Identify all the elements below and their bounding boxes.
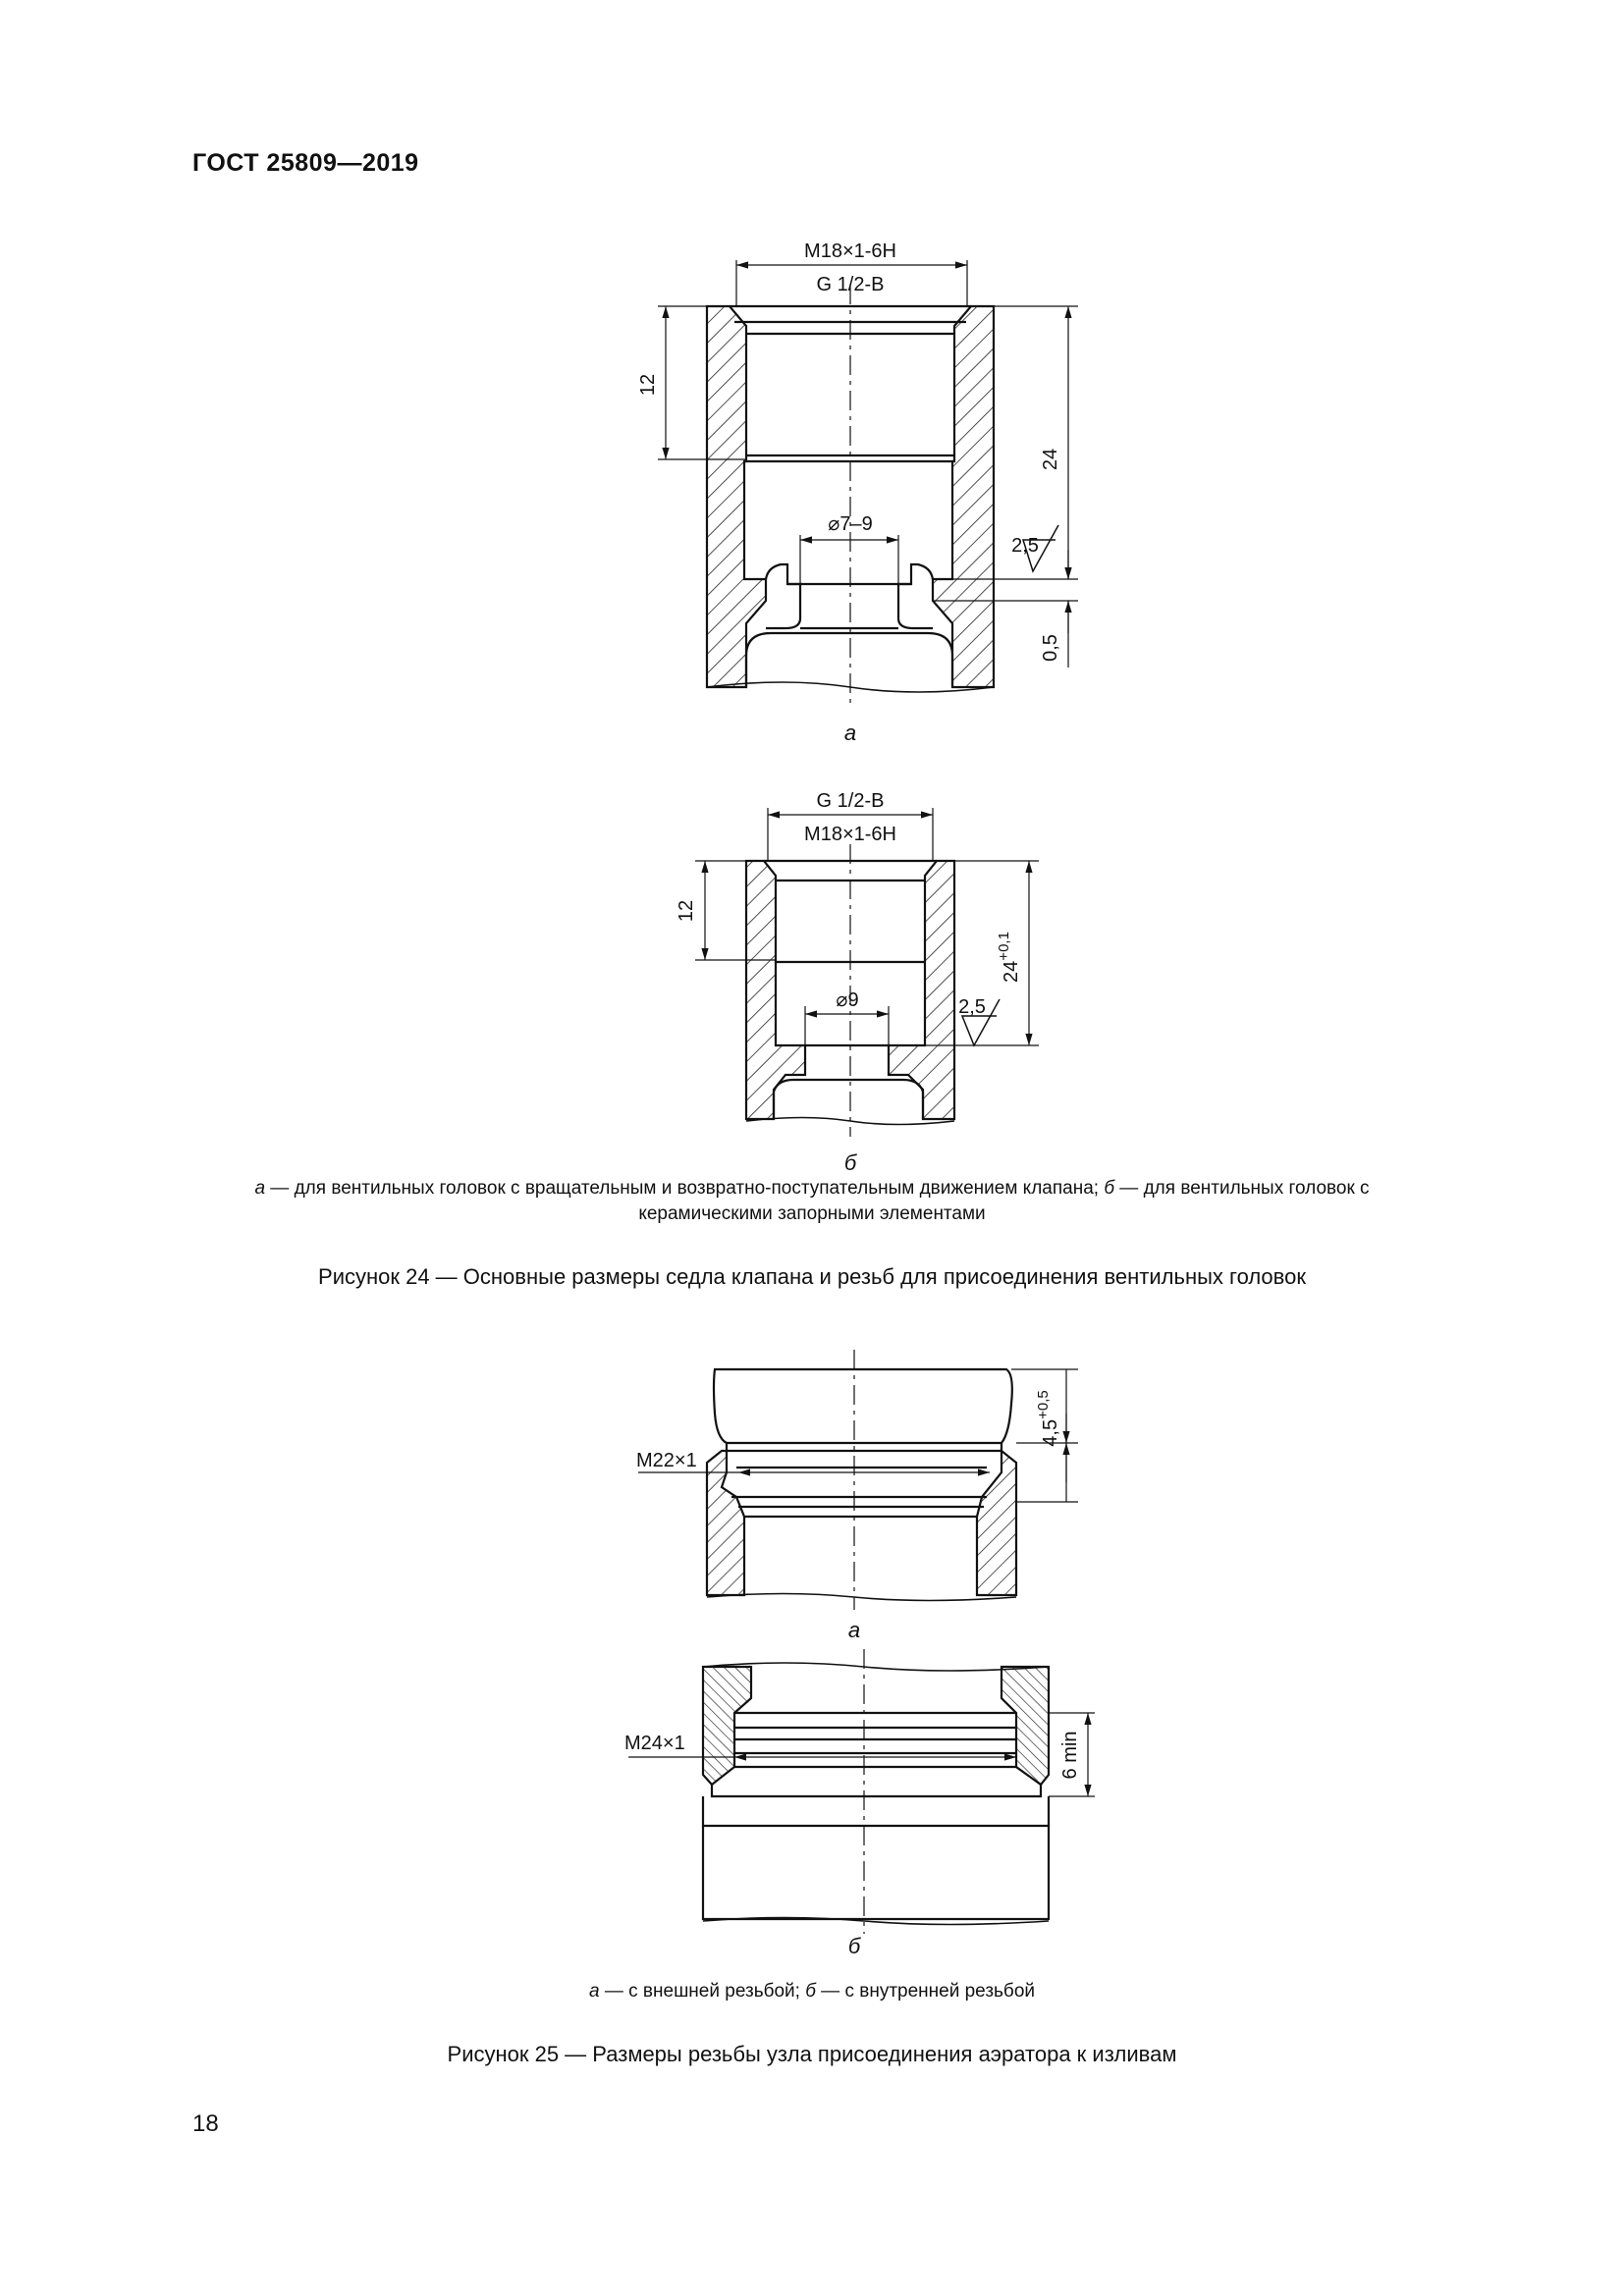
fig24b-dim-total: 24 bbox=[1001, 960, 1022, 983]
fig25-legend-b-letter: б bbox=[805, 1981, 816, 2002]
fig24-legend-b-text: — для вентильных головок с bbox=[1114, 1178, 1370, 1199]
fig24a-dim-bore: ⌀7–9 bbox=[828, 513, 873, 535]
fig25-part-b bbox=[628, 1649, 1095, 1934]
fig24b-dim-total-group bbox=[996, 932, 1022, 983]
fig24-legend-a-letter: а bbox=[254, 1178, 266, 1199]
fig24a-thread-bottom: G 1/2-B bbox=[816, 274, 885, 295]
fig24b-sublabel: б bbox=[843, 1150, 857, 1175]
fig24-legend-a-text: — для вентильных головок с вращательным и возвратно-поступательным движением клапана; bbox=[265, 1178, 1105, 1199]
fig24a-dim-step: 0,5 bbox=[1040, 634, 1061, 662]
fig25a-dim-group bbox=[1035, 1390, 1061, 1446]
fig24b-dim-bore: ⌀9 bbox=[836, 989, 859, 1011]
fig24-legend-b-letter: б bbox=[1104, 1178, 1115, 1199]
fig24a-roughness: 2,5 bbox=[1011, 535, 1039, 557]
fig25a-dim-tol: +0,5 bbox=[1035, 1390, 1052, 1419]
fig25-legend-a-letter: а bbox=[589, 1981, 600, 2002]
fig25-legend-b-text: — с внутренней резьбой bbox=[815, 1981, 1035, 2002]
fig24-caption: Рисунок 24 — Основные размеры седла клапана и резьб для присоединения вентильных головок bbox=[318, 1264, 1306, 1289]
fig25b-sublabel: б bbox=[847, 1934, 861, 1958]
fig25-legend-a-text: — с внешней резьбой; bbox=[599, 1981, 806, 2002]
page-number: 18 bbox=[192, 2110, 219, 2137]
fig24a-dim-total: 24 bbox=[1040, 448, 1061, 471]
figure-25-drawing bbox=[0, 1276, 1624, 1983]
fig24a-sublabel: а bbox=[843, 721, 857, 745]
document-header: ГОСТ 25809—2019 bbox=[192, 149, 419, 177]
fig24b-dim-total-tol: +0,1 bbox=[996, 932, 1012, 961]
fig25a-dim: 4,5 bbox=[1040, 1418, 1061, 1447]
fig24b-dim-depth: 12 bbox=[676, 899, 697, 923]
fig25a-thread: M22×1 bbox=[636, 1450, 697, 1471]
fig24b-thread-top: G 1/2-B bbox=[816, 790, 885, 812]
fig25b-thread: M24×1 bbox=[624, 1733, 685, 1754]
fig24-part-b bbox=[695, 808, 1039, 1137]
fig24-part-a bbox=[658, 260, 1078, 707]
fig24-legend-line2: керамическими запорными элементами bbox=[638, 1203, 986, 1224]
fig24a-dim-depth: 12 bbox=[637, 373, 659, 397]
fig24b-roughness: 2,5 bbox=[958, 996, 986, 1018]
fig24a-thread-top: M18×1-6H bbox=[804, 240, 896, 262]
fig25a-sublabel: а bbox=[847, 1618, 861, 1642]
fig25-part-a bbox=[638, 1350, 1078, 1610]
fig25-caption: Рисунок 25 — Размеры резьбы узла присоединения аэратора к изливам bbox=[447, 2042, 1177, 2066]
fig25b-dim: 6 min bbox=[1059, 1731, 1081, 1780]
fig25-legend bbox=[0, 1981, 1624, 2002]
fig24-legend-line1 bbox=[0, 1178, 1624, 1200]
fig24b-thread-bottom: M18×1-6H bbox=[804, 824, 896, 845]
